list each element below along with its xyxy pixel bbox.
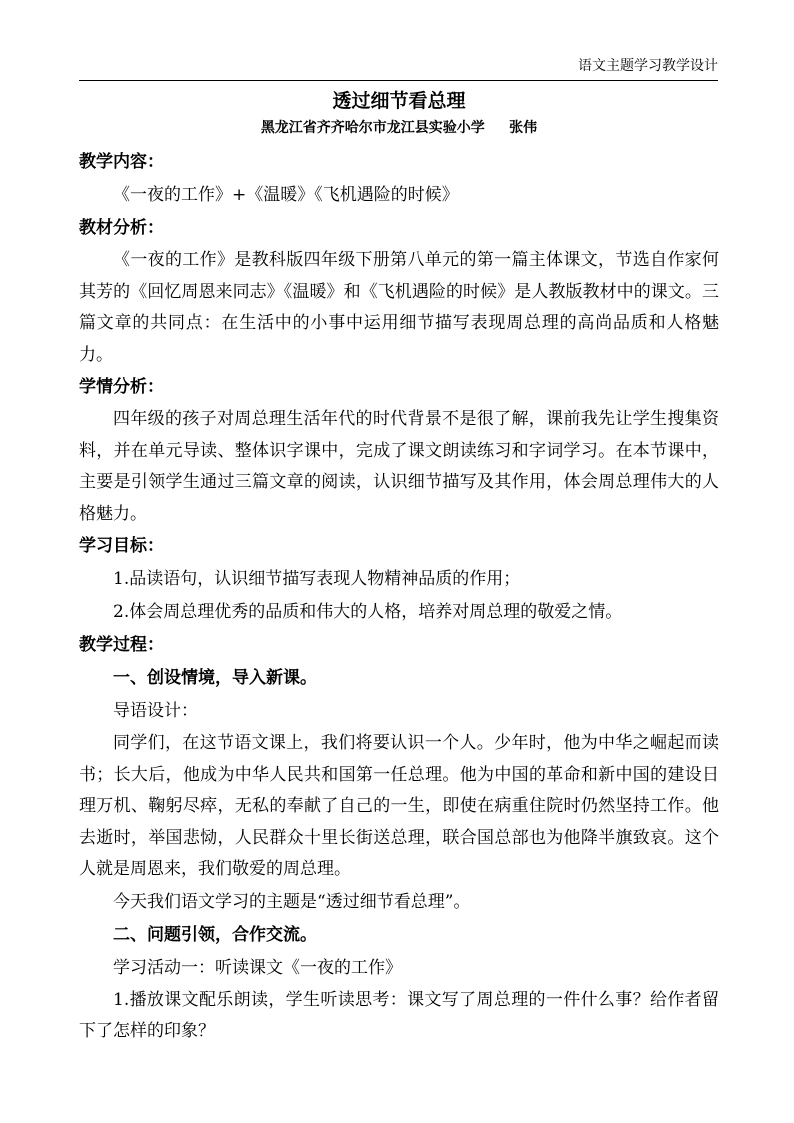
section-heading-material: 教材分析： — [79, 218, 164, 238]
intro-label: 导语设计： — [113, 701, 198, 721]
content-text: 《一夜的工作》+《温暖》《飞机遇险的时候》 — [113, 185, 459, 205]
theme-paragraph: 今天我们语文学习的主题是“透过细节看总理”。 — [113, 891, 471, 912]
section-heading-learner: 学情分析： — [79, 377, 164, 397]
activity-1-label: 学习活动一：听读课文《一夜的工作》 — [113, 957, 402, 978]
step-2-heading: 二、问题引领，合作交流。 — [113, 924, 317, 945]
document-title: 透过细节看总理 — [332, 90, 466, 112]
author-line: 黑龙江省齐齐哈尔市龙江县实验小学 张伟 — [260, 120, 538, 136]
section-heading-goals: 学习目标： — [79, 536, 164, 556]
section-heading-content: 教学内容： — [79, 152, 164, 172]
learner-paragraph: 四年级的孩子对周总理生活年代的时代背景不是很了解，课前我先让学生搜集资料，并在单元导读、整体识字课中，完成了课文朗读练习和字词学习。在本节课中，主要是引领学生通过三篇文章的阅读，认识细节描写及其作用，体会周总理伟大的人格魅力。 — [79, 409, 719, 524]
material-paragraph: 《一夜的工作》是教科版四年级下册第八单元的第一篇主体课文，节选自作家何其芳的《回忆周恩来同志》《温暖》和《飞机遇险的时候》是人教版教材中的课文。三篇文章的共同点：在生活中的小事中运用细节描写表现周总理的高尚品质和人格魅力。 — [79, 250, 719, 365]
header-rule — [79, 80, 718, 81]
document-body — [79, 86, 719, 1048]
step-1-heading: 一、创设情境，导入新课。 — [113, 668, 317, 688]
intro-paragraph: 同学们，在这节语文课上，我们将要认识一个人。少年时，他为中华之崛起而读书；长大后，他成为中华人民共和国第一任总理。他为中国的革命和新中国的建设日理万机、鞠躬尽瘁，无私的奉献了自己的一生，即使在病重住院时仍然坚持工作。他去逝时，举国悲恸，人民群众十里长街送总理，联合国总部也为他降半旗致哀。这个人就是周恩来，我们敬爱的周总理。 — [79, 733, 719, 879]
activity-1-item-1: 1.播放课文配乐朗读，学生听读思考：课文写了周总理的一件什么事？给作者留下了怎样的印象？ — [79, 989, 719, 1041]
goal-item-1: 1.品读语句，认识细节描写表现人物精神品质的作用； — [113, 569, 521, 589]
section-heading-process: 教学过程： — [79, 635, 164, 655]
goal-item-2: 2.体会周总理优秀的品质和伟大的人格，培养对周总理的敬爱之情。 — [113, 602, 623, 622]
header-note: 语文主题学习教学设计 — [578, 58, 718, 74]
